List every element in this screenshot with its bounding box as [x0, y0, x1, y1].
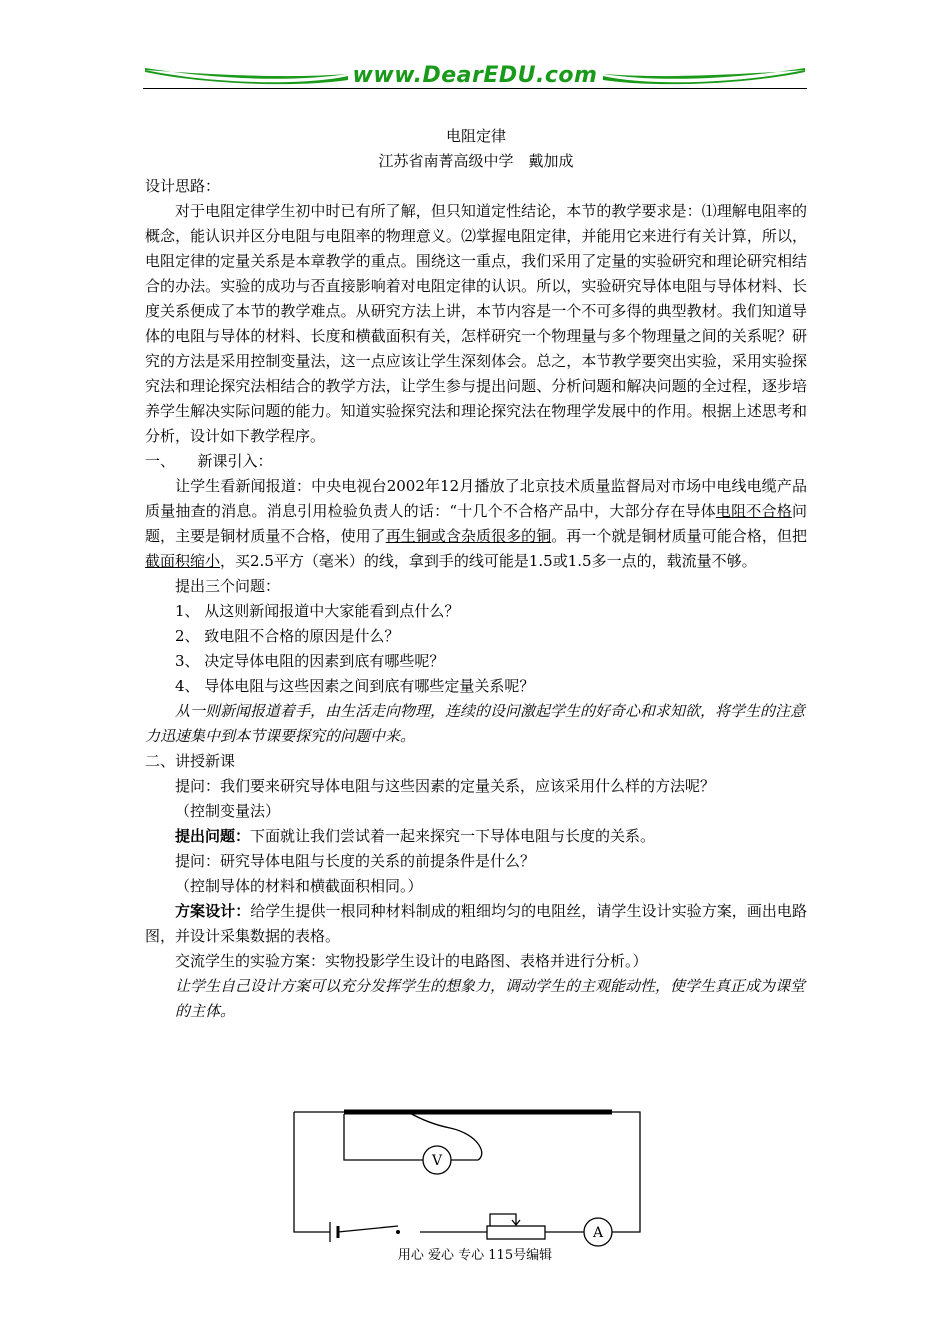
question-item: 2、 致电阻不合格的原因是什么？: [175, 627, 400, 645]
question-precondition: 提问：研究导体电阻与长度的关系的前提条件是什么？: [175, 852, 536, 870]
problem-statement: [145, 824, 807, 849]
author-line: 江苏省南菁高级中学 戴加成: [378, 152, 574, 170]
site-logo-text: www.DearEDU.com: [352, 63, 598, 88]
voltmeter-label: V: [431, 1153, 443, 1169]
section1-heading: 一、 新课引入：: [145, 452, 273, 470]
plan-label: 方案设计：: [175, 902, 251, 920]
ammeter-label: A: [592, 1225, 604, 1241]
section2-comment: 让学生自己设计方案可以充分发挥学生的想象力，调动学生的主观能动性，使学生真正成为课堂的主体。: [175, 977, 806, 1020]
circuit-wire: [294, 1112, 640, 1232]
switch-icon: [396, 1230, 400, 1234]
answer-method: （控制变量法）: [175, 802, 281, 820]
questions-intro: 提出三个问题：: [175, 577, 281, 595]
question-item: 1、 从这则新闻报道中大家能看到点什么？: [175, 602, 460, 620]
question-item: 4、 导体电阻与这些因素之间到底有哪些定量关系呢？: [175, 677, 535, 695]
answer-precondition: （控制导体的材料和横截面积相同。）: [175, 877, 423, 895]
plan-design: [145, 899, 807, 949]
plan-text: 给学生提供一根同种材料制成的粗细均匀的电阻丝，请学生设计实验方案，画出电路图，并设计采集数据的表格。: [145, 902, 807, 945]
circuit-wire: [338, 1226, 398, 1232]
problem-label: 提出问题：: [175, 827, 251, 845]
document-body: [145, 124, 807, 1024]
section1-comment: 从一则新闻报道着手，由生活走向物理，连续的设问激起学生的好奇心和求知欲，将学生的注意力迅速集中到本节课要探究的问题中来。: [145, 702, 806, 745]
circuit-wire: [294, 1112, 330, 1232]
section2-heading: 二、讲授新课: [145, 752, 236, 770]
news-underline-2: 再生铜或含杂质很多的铜: [385, 527, 552, 545]
news-text-1: 让学生看新闻报道：中央电视台2002年12月播放了北京技术质量监督局对市场中电线电缆产品质量抽查的消息。消息引用检验负责人的话：“十几个不合格产品中，大部分存在导体: [145, 477, 807, 520]
document-title: 电阻定律: [445, 127, 506, 145]
question-method: 提问：我们要来研究导体电阻与这些因素的定量关系，应该采用什么样的方法呢？: [175, 777, 716, 795]
question-item: 3、 决定导体电阻的因素到底有哪些呢？: [175, 652, 445, 670]
header-divider: [143, 88, 807, 89]
voltmeter-wire: [344, 1114, 423, 1160]
page-footer: 用心 爱心 专心 115号编辑: [397, 1248, 553, 1263]
news-text-2: 问题，主要是铜材质量不合格，使用了: [145, 502, 807, 545]
news-text-4: ，买2.5平方（毫米）的线，拿到手的线可能是1.5或1.5多一点的，载流量不够。: [220, 552, 757, 570]
circuit-diagram: [290, 1104, 660, 1254]
news-underline-1: 电阻不合格: [715, 502, 792, 520]
rheostat-icon: [487, 1226, 545, 1239]
exchange-plans: 交流学生的实验方案：实物投影学生设计的电路图、表格并进行分析。）: [175, 952, 648, 970]
news-paragraph: [145, 474, 807, 574]
design-paragraph: 对于电阻定律学生初中时已有所了解，但只知道定性结论，本节的教学要求是：⑴理解电阻率的概念，能认识并区分电阻与电阻率的物理意义。⑵掌握电阻定律，并能用它来进行有关计算，所以，电阻定律的定量关系是本章教学的重点。围绕这一重点，我们采用了定量的实验研究和理论研究相结合的办法。实验的成功与否直接影响着对电阻定律的认识。所以，实验研究导体电阻与导体材料、长度关系便成了本节的教学难点。从研究方法上讲，本节内容是一个不可多得的典型教材。我们知道导体的电阻与导体的材料、长度和横截面积有关，怎样研究一个物理量与多个物理量之间的关系呢？研究的方法是采用控制变量法，这一点应该让学生深刻体会。总之，本节教学要突出实验，采用实验探究法和理论探究法相结合的教学方法，让学生参与提出问题、分析问题和解决问题的全过程，逐步培养学生解决实际问题的能力。知道实验探究法和理论探究法在物理学发展中的作用。根据上述思考和分析，设计如下教学程序。: [145, 202, 807, 445]
news-underline-3: 截面积缩小: [145, 552, 221, 570]
problem-text: 下面就让我们尝试着一起来探究一下导体电阻与长度的关系。: [250, 827, 656, 845]
design-heading: 设计思路：: [145, 177, 221, 195]
news-text-3: 。再一个就是铜材质量可能合格，但把: [551, 527, 807, 545]
